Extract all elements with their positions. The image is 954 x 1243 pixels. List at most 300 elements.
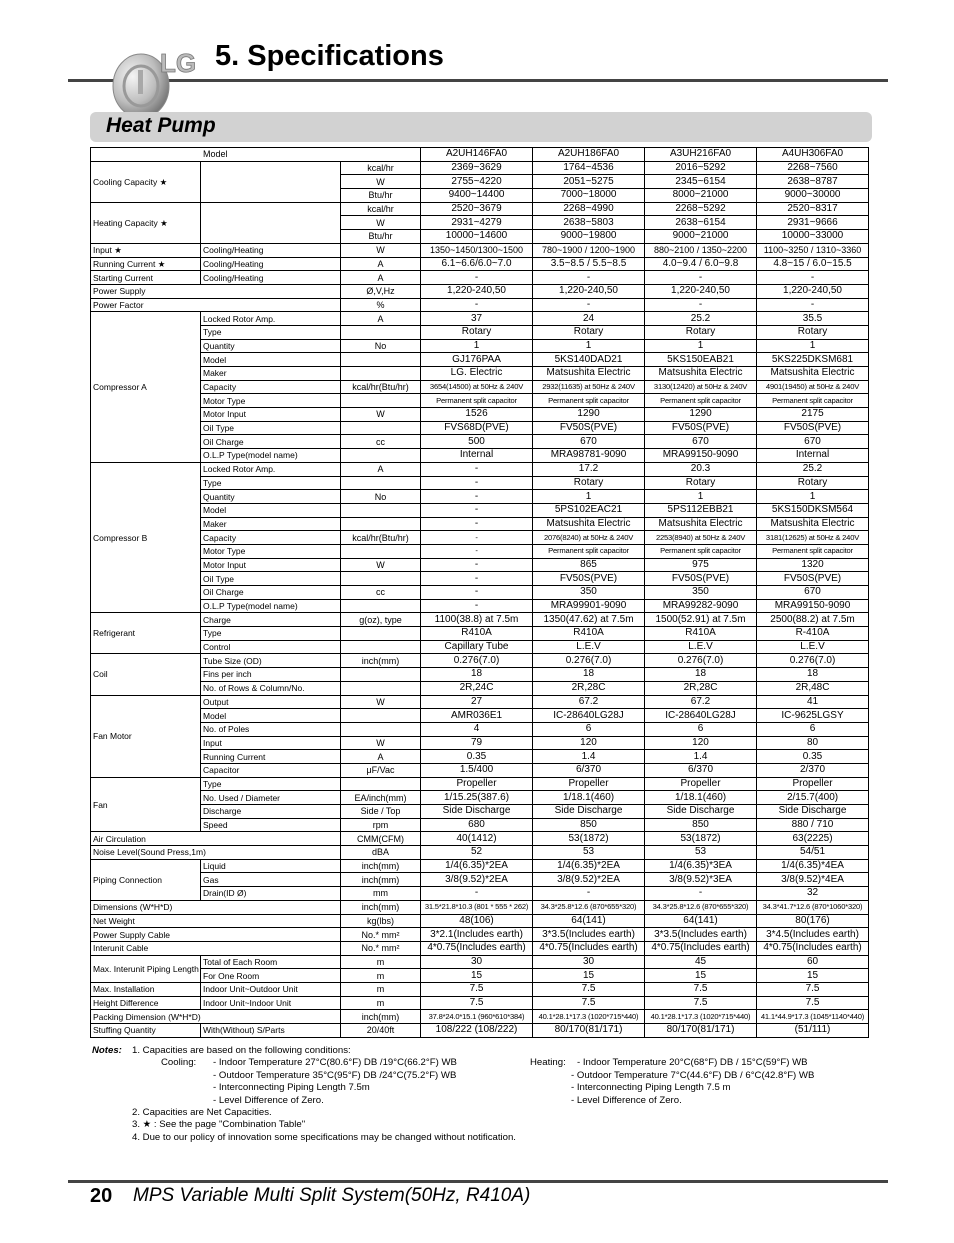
row-value: 7000~18000 — [533, 189, 645, 203]
spec-row — [91, 1010, 869, 1024]
row-value: 60 — [757, 955, 869, 969]
row-value: 53 — [645, 846, 757, 860]
row-group-label: Max. Interunit Piping Length — [91, 955, 201, 982]
row-value: 80/170(81/171) — [533, 1024, 645, 1038]
row-sub-label: Indoor Unit~Indoor Unit — [201, 996, 341, 1010]
row-value: 18 — [533, 668, 645, 682]
row-value: 1.4 — [645, 750, 757, 764]
row-value: - — [421, 572, 533, 586]
spec-row — [91, 900, 869, 914]
row-value: - — [533, 298, 645, 312]
row-value: 1 — [533, 490, 645, 504]
row-value: 9000~19800 — [533, 230, 645, 244]
row-value: 3181(12625) at 50Hz & 240V — [757, 531, 869, 545]
row-value: Matsushita Electric — [757, 367, 869, 381]
spec-row — [91, 490, 869, 504]
row-value: 1,220-240,50 — [533, 284, 645, 298]
spec-row — [91, 914, 869, 928]
row-value: Permanent split capacitor — [645, 544, 757, 558]
row-sub-label: Input — [201, 736, 341, 750]
row-value: 6/370 — [533, 763, 645, 777]
row-value: 40(1412) — [421, 832, 533, 846]
row-value: 350 — [645, 586, 757, 600]
row-unit: A — [341, 257, 421, 271]
row-value: MRA99282-9090 — [645, 599, 757, 613]
row-value: Permanent split capacitor — [757, 544, 869, 558]
spec-row — [91, 668, 869, 682]
row-value: 670 — [757, 586, 869, 600]
row-value: - — [421, 462, 533, 476]
row-group-label: Refrigerant — [91, 613, 201, 654]
row-unit — [341, 449, 421, 463]
row-value: 2520~8317 — [757, 202, 869, 216]
row-value: IC-9625LGSY — [757, 709, 869, 723]
row-value: - — [645, 298, 757, 312]
row-sub-label: Oil Type — [201, 421, 341, 435]
row-group-label: Starting Current — [91, 271, 201, 285]
row-value: R410A — [645, 627, 757, 641]
row-value: 1290 — [645, 408, 757, 422]
row-value: 3*3.5(Includes earth) — [533, 928, 645, 942]
row-value: - — [421, 490, 533, 504]
row-sub-label: With(Without) S/Parts — [201, 1024, 341, 1038]
row-sub-label: For One Room — [201, 969, 341, 983]
model-name: A3UH216FA0 — [645, 148, 757, 162]
row-value: 6.1~6.6/6.0~7.0 — [421, 257, 533, 271]
spec-row — [91, 1024, 869, 1038]
model-name: A2UH186FA0 — [533, 148, 645, 162]
row-group-label: Height Difference — [91, 996, 201, 1010]
row-value: 4901(19450) at 50Hz & 240V — [757, 380, 869, 394]
row-sub-label: Charge — [201, 613, 341, 627]
row-value: FV50S(PVE) — [533, 421, 645, 435]
spec-row — [91, 161, 869, 175]
row-value: 48(106) — [421, 914, 533, 928]
spec-row — [91, 394, 869, 408]
row-value: 880 / 710 — [757, 818, 869, 832]
spec-row — [91, 982, 869, 996]
row-value: 5KS225DKSM681 — [757, 353, 869, 367]
row-value: 1/4(6.35)*2EA — [421, 859, 533, 873]
row-unit: rpm — [341, 818, 421, 832]
row-value: 32 — [757, 887, 869, 901]
row-unit: W — [341, 736, 421, 750]
row-value: Side Discharge — [645, 805, 757, 819]
page-number: 20 — [90, 1185, 113, 1207]
row-value: 53(1872) — [533, 832, 645, 846]
row-sub-label: Oil Type — [201, 572, 341, 586]
spec-row — [91, 791, 869, 805]
row-value: 63(2225) — [757, 832, 869, 846]
row-sub-label: Motor Type — [201, 394, 341, 408]
spec-row — [91, 517, 869, 531]
row-unit: inch(mm) — [341, 1010, 421, 1024]
row-value: L.E.V — [533, 640, 645, 654]
row-sub-label: No. of Rows & Column/No. — [201, 681, 341, 695]
row-value: FV50S(PVE) — [757, 572, 869, 586]
row-value: 34.3*25.8*12.6 (870*655*320) — [533, 900, 645, 914]
row-value: MRA99901-9090 — [533, 599, 645, 613]
row-unit — [341, 599, 421, 613]
row-value: 20.3 — [645, 462, 757, 476]
row-value: Propeller — [757, 777, 869, 791]
row-value: FVS68D(PVE) — [421, 421, 533, 435]
row-value: 0.276(7.0) — [757, 654, 869, 668]
row-sub-label: Model — [201, 709, 341, 723]
row-value: (51/111) — [757, 1024, 869, 1038]
spec-row — [91, 722, 869, 736]
row-value: 3/8(9.52)*3EA — [645, 873, 757, 887]
heating-line: - Level Difference of Zero. — [571, 1094, 682, 1106]
spec-row — [91, 654, 869, 668]
row-value: Capillary Tube — [421, 640, 533, 654]
row-value: 5KS140DAD21 — [533, 353, 645, 367]
row-value: 2638~8787 — [757, 175, 869, 189]
row-value: 1764~4536 — [533, 161, 645, 175]
row-value: Propeller — [645, 777, 757, 791]
row-unit: W — [341, 558, 421, 572]
row-value: 15 — [421, 969, 533, 983]
row-value: Permanent split capacitor — [757, 394, 869, 408]
spec-row — [91, 421, 869, 435]
spec-row — [91, 531, 869, 545]
row-unit — [341, 572, 421, 586]
row-value: - — [757, 298, 869, 312]
spec-table — [90, 147, 869, 1038]
row-unit: No.* mm² — [341, 928, 421, 942]
row-sub-label: Maker — [201, 517, 341, 531]
row-sub-label: Output — [201, 695, 341, 709]
row-unit: No — [341, 490, 421, 504]
row-value: 7.5 — [533, 996, 645, 1010]
row-value: 3.5~8.5 / 5.5~8.5 — [533, 257, 645, 271]
heating-label: Heating: — [530, 1057, 566, 1069]
row-value: 1 — [533, 339, 645, 353]
row-value: Matsushita Electric — [645, 367, 757, 381]
row-unit — [341, 668, 421, 682]
spec-row — [91, 408, 869, 422]
row-value: - — [421, 476, 533, 490]
row-unit: kcal/hr(Btu/hr) — [341, 380, 421, 394]
row-value: 3*3.5(Includes earth) — [645, 928, 757, 942]
row-unit — [341, 421, 421, 435]
row-value: 670 — [533, 435, 645, 449]
row-value: 1/4(6.35)*4EA — [757, 859, 869, 873]
cooling-line: - Interconnecting Piping Length 7.5m — [213, 1082, 370, 1094]
row-value: 4*0.75(Includes earth) — [533, 941, 645, 955]
row-value: 2R,48C — [757, 681, 869, 695]
row-sub-label: Fins per inch — [201, 668, 341, 682]
row-value: 25.2 — [757, 462, 869, 476]
row-value: Matsushita Electric — [533, 367, 645, 381]
row-value: 34.3*41.7*12.6 (870*1060*320) — [757, 900, 869, 914]
row-unit: m — [341, 996, 421, 1010]
spec-row — [91, 928, 869, 942]
row-value: 4*0.75(Includes earth) — [645, 941, 757, 955]
row-value: 7.5 — [421, 996, 533, 1010]
row-value: 2R,28C — [533, 681, 645, 695]
row-value: 17.2 — [533, 462, 645, 476]
row-value: 1 — [645, 490, 757, 504]
row-value: Permanent split capacitor — [645, 394, 757, 408]
row-unit: Ø,V,Hz — [341, 284, 421, 298]
spec-row — [91, 572, 869, 586]
row-group-label: Coil — [91, 654, 201, 695]
row-value: 3130(12420) at 50Hz & 240V — [645, 380, 757, 394]
spec-row — [91, 298, 869, 312]
cooling-line: - Level Difference of Zero. — [213, 1094, 324, 1106]
row-sub-label: Type — [201, 476, 341, 490]
spec-row — [91, 449, 869, 463]
row-value: 2932(11635) at 50Hz & 240V — [533, 380, 645, 394]
row-value: 34.3*25.8*12.6 (870*655*320) — [645, 900, 757, 914]
spec-row — [91, 339, 869, 353]
row-value: 2931~4279 — [421, 216, 533, 230]
row-value: 680 — [421, 818, 533, 832]
row-value: 0.276(7.0) — [533, 654, 645, 668]
row-value: 1,220-240,50 — [757, 284, 869, 298]
row-value: 15 — [533, 969, 645, 983]
row-value: 64(141) — [645, 914, 757, 928]
row-value: Permanent split capacitor — [421, 394, 533, 408]
row-sub-label: Locked Rotor Amp. — [201, 462, 341, 476]
row-value: 0.276(7.0) — [421, 654, 533, 668]
notes-label: Notes: — [92, 1045, 122, 1056]
spec-row — [91, 996, 869, 1010]
row-group-label: Stuffing Quantity — [91, 1024, 201, 1038]
row-unit — [341, 476, 421, 490]
spec-row — [91, 599, 869, 613]
row-value: 3/8(9.52)*4EA — [757, 873, 869, 887]
row-value: 41 — [757, 695, 869, 709]
row-value: 108/222 (108/222) — [421, 1024, 533, 1038]
row-unit: W — [341, 243, 421, 257]
row-value: - — [421, 544, 533, 558]
row-value: 120 — [533, 736, 645, 750]
row-unit — [341, 709, 421, 723]
row-value: 0.35 — [421, 750, 533, 764]
row-value: 3*2.1(Includes earth) — [421, 928, 533, 942]
row-unit — [341, 681, 421, 695]
row-unit: inch(mm) — [341, 873, 421, 887]
spec-row — [91, 380, 869, 394]
row-value: 2/15.7(400) — [757, 791, 869, 805]
spec-row — [91, 736, 869, 750]
spec-row — [91, 476, 869, 490]
row-group-label: Running Current ★ — [91, 257, 201, 271]
row-value: 3/8(9.52)*2EA — [533, 873, 645, 887]
row-value: 0.276(7.0) — [645, 654, 757, 668]
row-value: 2175 — [757, 408, 869, 422]
row-value: 6 — [533, 722, 645, 736]
row-sub-label: Tube Size (OD) — [201, 654, 341, 668]
row-value: 2755~4220 — [421, 175, 533, 189]
row-value: 80 — [757, 736, 869, 750]
row-unit: dBA — [341, 846, 421, 860]
row-value: 1290 — [533, 408, 645, 422]
row-value: 37.8*24.0*15.1 (960*610*384) — [421, 1010, 533, 1024]
row-group-label: Compressor B — [91, 462, 201, 613]
row-unit: Btu/hr — [341, 189, 421, 203]
row-value: 15 — [645, 969, 757, 983]
row-value: 25.2 — [645, 312, 757, 326]
row-group-label: Fan — [91, 777, 201, 832]
row-unit: No.* mm² — [341, 941, 421, 955]
row-sub-label: Capacity — [201, 531, 341, 545]
row-unit: g(oz), type — [341, 613, 421, 627]
row-value: 2R,28C — [645, 681, 757, 695]
spec-row — [91, 805, 869, 819]
spec-row — [91, 846, 869, 860]
spec-row — [91, 544, 869, 558]
row-value: Side Discharge — [757, 805, 869, 819]
row-unit: Btu/hr — [341, 230, 421, 244]
row-sub-label: Gas — [201, 873, 341, 887]
row-value: 1/18.1(460) — [645, 791, 757, 805]
row-value: - — [533, 271, 645, 285]
note-4: 4. Due to our policy of innovation some specifications may be changed without notification. — [132, 1131, 516, 1143]
row-group-label: Dimensions (W*H*D) — [91, 900, 341, 914]
row-sub-label — [201, 161, 341, 202]
row-value: 5PS112EBB21 — [645, 503, 757, 517]
row-value: 4 — [421, 722, 533, 736]
row-sub-label: No. Used / Diameter — [201, 791, 341, 805]
row-value: - — [645, 271, 757, 285]
row-group-label: Noise Level(Sound Press,1m) — [91, 846, 341, 860]
row-value: 9000~30000 — [757, 189, 869, 203]
row-value: - — [421, 517, 533, 531]
row-value: 1320 — [757, 558, 869, 572]
row-value: 9400~14400 — [421, 189, 533, 203]
row-value: 3654(14500) at 50Hz & 240V — [421, 380, 533, 394]
spec-row — [91, 873, 869, 887]
lg-logo-icon — [108, 38, 208, 120]
row-unit: A — [341, 462, 421, 476]
row-value: 54/51 — [757, 846, 869, 860]
spec-row — [91, 284, 869, 298]
row-unit: inch(mm) — [341, 859, 421, 873]
row-value: 1/18.1(460) — [533, 791, 645, 805]
row-sub-label: Capacitor — [201, 763, 341, 777]
row-sub-label: Indoor Unit~Outdoor Unit — [201, 982, 341, 996]
row-value: 2253(8940) at 50Hz & 240V — [645, 531, 757, 545]
row-sub-label: Type — [201, 325, 341, 339]
row-value: 2268~5292 — [645, 202, 757, 216]
row-value: 670 — [757, 435, 869, 449]
row-sub-label: Quantity — [201, 339, 341, 353]
row-value: Rotary — [757, 476, 869, 490]
row-sub-label: Motor Type — [201, 544, 341, 558]
row-sub-label: Type — [201, 627, 341, 641]
row-value: 53 — [533, 846, 645, 860]
spec-row — [91, 681, 869, 695]
row-value: - — [421, 531, 533, 545]
row-unit: cc — [341, 586, 421, 600]
heating-line: - Indoor Temperature 20°C(68°F) DB / 15°C(59°F) WB — [577, 1057, 808, 1069]
row-unit: 20/40ft — [341, 1024, 421, 1038]
spec-row — [91, 325, 869, 339]
row-value: 1,220-240,50 — [645, 284, 757, 298]
spec-row — [91, 832, 869, 846]
row-group-label: Input ★ — [91, 243, 201, 257]
row-value: 865 — [533, 558, 645, 572]
row-value: - — [757, 271, 869, 285]
row-value: 79 — [421, 736, 533, 750]
spec-row — [91, 750, 869, 764]
row-value: 2638~6154 — [645, 216, 757, 230]
row-value: L.E.V — [645, 640, 757, 654]
row-value: 1500(52.91) at 7.5m — [645, 613, 757, 627]
row-value: 880~2100 / 1350~2200 — [645, 243, 757, 257]
spec-row — [91, 955, 869, 969]
row-group-label: Packing Dimension (W*H*D) — [91, 1010, 341, 1024]
row-value: GJ176PAA — [421, 353, 533, 367]
row-unit: W — [341, 408, 421, 422]
row-value: - — [421, 586, 533, 600]
row-value: 45 — [645, 955, 757, 969]
row-value: 5PS102EAC21 — [533, 503, 645, 517]
row-value: 120 — [645, 736, 757, 750]
row-unit: EA/inch(mm) — [341, 791, 421, 805]
footer-title: MPS Variable Multi Split System(50Hz, R410A) — [133, 1185, 531, 1206]
spec-row — [91, 969, 869, 983]
row-value: Internal — [757, 449, 869, 463]
row-sub-label: Quantity — [201, 490, 341, 504]
row-sub-label: Model — [201, 353, 341, 367]
row-value: 18 — [757, 668, 869, 682]
row-value: 10000~14600 — [421, 230, 533, 244]
note-2: 2. Capacities are Net Capacities. — [132, 1107, 272, 1118]
spec-row — [91, 312, 869, 326]
row-value: Propeller — [533, 777, 645, 791]
row-value: - — [421, 887, 533, 901]
row-value: 7.5 — [757, 996, 869, 1010]
row-value: 350 — [533, 586, 645, 600]
cooling-line: - Outdoor Temperature 35°C(95°F) DB /24°C(75.2°F) WB — [213, 1069, 457, 1081]
spec-row — [91, 941, 869, 955]
row-value: 1100(38.8) at 7.5m — [421, 613, 533, 627]
row-unit — [341, 544, 421, 558]
row-unit — [341, 517, 421, 531]
row-value: 40.1*28.1*17.3 (1020*715*440) — [533, 1010, 645, 1024]
model-name: A2UH146FA0 — [421, 148, 533, 162]
row-value: Rotary — [533, 476, 645, 490]
row-value: Internal — [421, 449, 533, 463]
row-unit: A — [341, 271, 421, 285]
row-value: 5KS150DKSM564 — [757, 503, 869, 517]
row-value: 4*0.75(Includes earth) — [757, 941, 869, 955]
row-group-label: Net Weight — [91, 914, 341, 928]
row-sub-label: O.L.P Type(model name) — [201, 449, 341, 463]
spec-row — [91, 202, 869, 216]
row-value: 80(176) — [757, 914, 869, 928]
row-value: 1.5/400 — [421, 763, 533, 777]
row-value: 780~1900 / 1200~1900 — [533, 243, 645, 257]
row-sub-label: Total of Each Room — [201, 955, 341, 969]
row-value: Side Discharge — [421, 805, 533, 819]
model-name: A4UH306FA0 — [757, 148, 869, 162]
row-unit: % — [341, 298, 421, 312]
row-value: L.E.V — [757, 640, 869, 654]
row-value: 850 — [533, 818, 645, 832]
row-unit — [341, 367, 421, 381]
row-value: 4*0.75(Includes earth) — [421, 941, 533, 955]
row-group-label: Air Circulation — [91, 832, 341, 846]
spec-row — [91, 818, 869, 832]
row-sub-label: Discharge — [201, 805, 341, 819]
note-1: 1. Capacities are based on the following conditions: — [132, 1045, 351, 1056]
row-value: 1 — [757, 490, 869, 504]
